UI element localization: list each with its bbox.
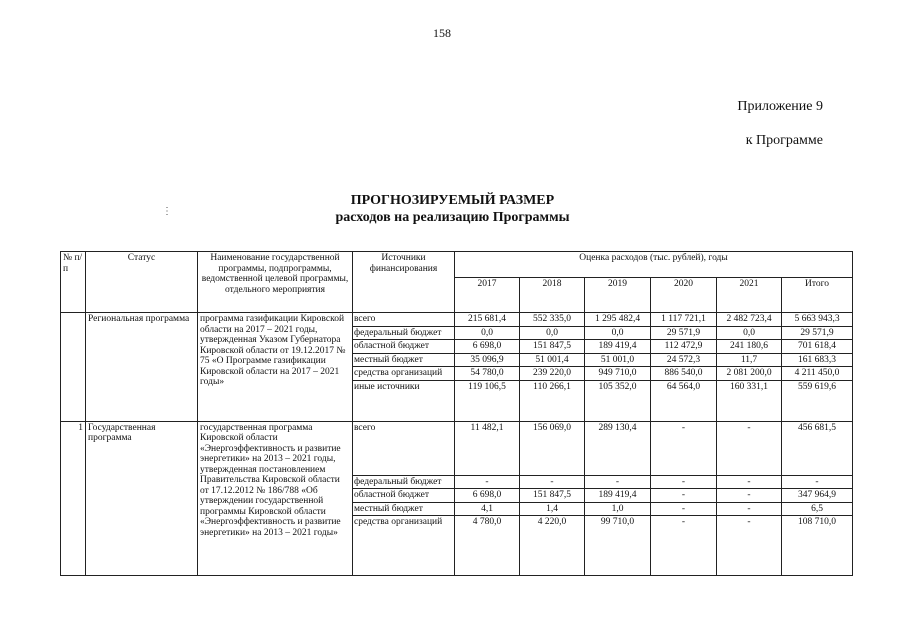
value-cell: 2 081 200,0: [717, 367, 782, 381]
source-cell: средства организаций: [353, 516, 455, 576]
section-1-status: Региональная программа: [86, 313, 198, 422]
source-cell: местный бюджет: [353, 353, 455, 367]
value-cell: 241 180,6: [717, 340, 782, 354]
value-cell: 11 482,1: [455, 421, 520, 475]
section-1-num: [61, 313, 86, 422]
source-cell: средства организаций: [353, 367, 455, 381]
value-cell: -: [455, 475, 520, 489]
appendix-label: Приложение 9: [737, 99, 823, 114]
table-row: [61, 313, 853, 327]
total-cell: 701 618,4: [782, 340, 853, 354]
value-cell: -: [651, 502, 717, 516]
value-cell: 64 564,0: [651, 380, 717, 393]
total-cell: 559 619,6: [782, 380, 853, 393]
value-cell: 1,0: [585, 502, 651, 516]
value-cell: 35 096,9: [455, 353, 520, 367]
total-cell: 347 964,9: [782, 489, 853, 503]
value-cell: 51 001,4: [520, 353, 585, 367]
value-cell: 151 847,5: [520, 489, 585, 503]
value-cell: 0,0: [520, 326, 585, 340]
header-name: Наименование государственной программы, подпрограммы, ведомственной целевой программы, отдельного мероприятия: [198, 252, 353, 313]
section-2-status: Государственная программа: [86, 421, 198, 576]
header-estimate: Оценка расходов (тыс. рублей), годы: [455, 252, 853, 278]
header-total: Итого: [782, 278, 853, 313]
total-cell: 6,5: [782, 502, 853, 516]
source-cell: областной бюджет: [353, 489, 455, 503]
value-cell: 0,0: [717, 326, 782, 340]
source-cell: областной бюджет: [353, 340, 455, 354]
value-cell: 289 130,4: [585, 421, 651, 475]
value-cell: -: [585, 475, 651, 489]
page-number: 158: [433, 26, 451, 40]
header-status: Статус: [86, 252, 198, 313]
header-year-2019: 2019: [585, 278, 651, 313]
value-cell: 160 331,1: [717, 380, 782, 393]
total-cell: 161 683,3: [782, 353, 853, 367]
total-cell: -: [782, 475, 853, 489]
value-cell: 4,1: [455, 502, 520, 516]
header-year-2020: 2020: [651, 278, 717, 313]
source-cell: местный бюджет: [353, 502, 455, 516]
value-cell: -: [651, 516, 717, 576]
value-cell: 189 419,4: [585, 340, 651, 354]
expenses-table: [60, 251, 853, 576]
total-cell: 456 681,5: [782, 421, 853, 475]
value-cell: 24 572,3: [651, 353, 717, 367]
value-cell: 151 847,5: [520, 340, 585, 354]
value-cell: 119 106,5: [455, 380, 520, 393]
value-cell: 156 069,0: [520, 421, 585, 475]
value-cell: 189 419,4: [585, 489, 651, 503]
value-cell: 54 780,0: [455, 367, 520, 381]
source-cell: федеральный бюджет: [353, 326, 455, 340]
header-year-2017: 2017: [455, 278, 520, 313]
value-cell: -: [651, 489, 717, 503]
total-cell: 29 571,9: [782, 326, 853, 340]
value-cell: -: [651, 475, 717, 489]
value-cell: 6 698,0: [455, 340, 520, 354]
value-cell: 2 482 723,4: [717, 313, 782, 327]
source-cell: федеральный бюджет: [353, 475, 455, 489]
value-cell: 51 001,0: [585, 353, 651, 367]
header-year-2021: 2021: [717, 278, 782, 313]
title-line-1: ПРОГНОЗИРУЕМЫЙ РАЗМЕР: [350, 193, 555, 208]
value-cell: 0,0: [455, 326, 520, 340]
total-cell: 108 710,0: [782, 516, 853, 576]
value-cell: 886 540,0: [651, 367, 717, 381]
total-cell: 5 663 943,3: [782, 313, 853, 327]
total-cell: 4 211 450,0: [782, 367, 853, 381]
value-cell: 99 710,0: [585, 516, 651, 576]
value-cell: 949 710,0: [585, 367, 651, 381]
value-cell: -: [717, 516, 782, 576]
value-cell: -: [717, 489, 782, 503]
section-2-num: 1: [61, 421, 86, 576]
value-cell: 4 780,0: [455, 516, 520, 576]
source-cell: иные источники: [353, 380, 455, 393]
value-cell: 11,7: [717, 353, 782, 367]
section-1-name: программа газификации Кировской области на 2017 – 2021 годы, утвержденная Указом Губернатора Кировской области от 19.12.2017 № 75 «О Программе газификации Кировской области на 2017 – 2021 годы»: [198, 313, 353, 422]
title-line-2: расходов на реализацию Программы: [335, 210, 570, 225]
value-cell: 1,4: [520, 502, 585, 516]
table-row: [61, 421, 853, 475]
header-year-2018: 2018: [520, 278, 585, 313]
value-cell: 105 352,0: [585, 380, 651, 393]
value-cell: 6 698,0: [455, 489, 520, 503]
document-title: [0, 192, 905, 226]
header-row-1: [61, 252, 853, 278]
scan-speck: ⋮: [162, 206, 172, 217]
source-cell: всего: [353, 313, 455, 327]
value-cell: 215 681,4: [455, 313, 520, 327]
header-sources: Источники финансирования: [353, 252, 455, 313]
value-cell: -: [520, 475, 585, 489]
value-cell: 0,0: [585, 326, 651, 340]
value-cell: 1 295 482,4: [585, 313, 651, 327]
value-cell: 239 220,0: [520, 367, 585, 381]
value-cell: 1 117 721,1: [651, 313, 717, 327]
value-cell: 4 220,0: [520, 516, 585, 576]
value-cell: -: [717, 421, 782, 475]
value-cell: -: [717, 475, 782, 489]
section-2-name: государственная программа Кировской области «Энергоэффективность и развитие энергетики» на 2013 – 2021 годы, утвержденная постановлением Правительства Кировской области от 17.12.2012 № 186/788 «Об утверждении государственной программы Кировской области «Энергоэффективность и развитие энергетики» на 2013 – 2021 годы»: [198, 421, 353, 576]
value-cell: -: [717, 502, 782, 516]
value-cell: 112 472,9: [651, 340, 717, 354]
value-cell: 29 571,9: [651, 326, 717, 340]
value-cell: 110 266,1: [520, 380, 585, 393]
header-num: № п/п: [61, 252, 86, 313]
value-cell: -: [651, 421, 717, 475]
value-cell: 552 335,0: [520, 313, 585, 327]
appendix-program-label: к Программе: [745, 133, 823, 148]
source-cell: всего: [353, 421, 455, 475]
